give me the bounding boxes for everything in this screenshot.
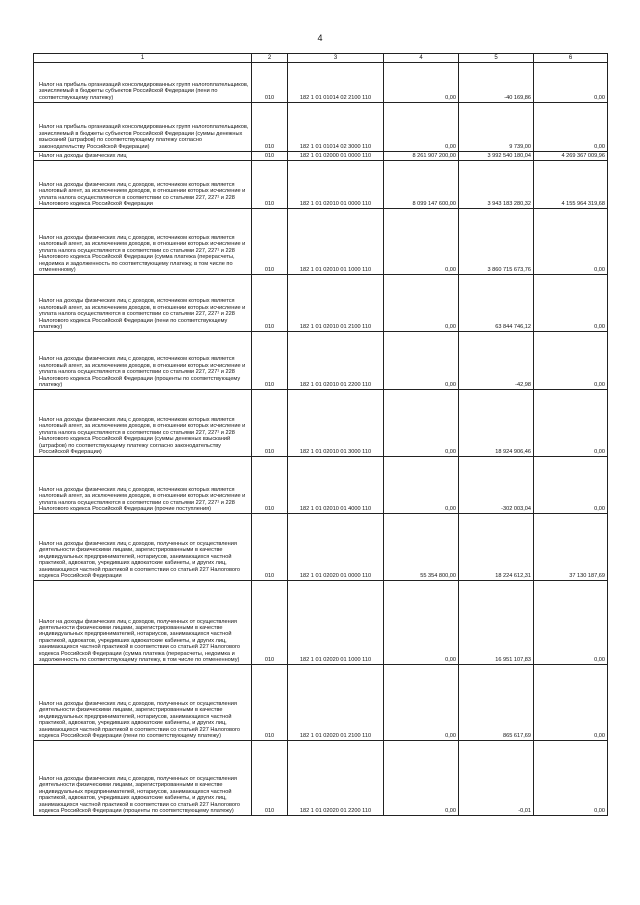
header-col-4: 4 bbox=[384, 54, 459, 63]
row-approved-amount: 0,00 bbox=[384, 665, 459, 741]
row-approved-amount: 8 261 907 200,00 bbox=[384, 152, 459, 161]
row-unexecuted-amount: 0,00 bbox=[534, 390, 608, 457]
row-name: Налог на доходы физических лиц с доходов, источником которых является налоговый агент, за исключением доходов, в отношении которых исчисление и уплата налога осуществляются в соответствии со статьями 227, 227¹ и 228 Налогового кодекса Российской Федерации (проценты по соответствующему платежу) bbox=[34, 332, 252, 390]
row-name: Налог на доходы физических лиц с доходов, источником которых является налоговый агент, за исключением доходов, в отношении которых исчисление и уплата налога осуществляются в соответствии со статьями 227, 227¹ и 228 Налогового кодекса Российской Федерации (сумма платежа (перерасчеты, недоимка и задолженность по соответствующему платежу, в том числе по отмененному) bbox=[34, 209, 252, 275]
row-name: Налог на доходы физических лиц с доходов, источником которых является налоговый агент, за исключением доходов, в отношении которых исчисление и уплата налога осуществляются в соответствии со статьями 227, 227¹ и 228 Налогового кодекса Российской Федерации (прочие поступления) bbox=[34, 457, 252, 514]
row-approved-amount: 8 099 147 600,00 bbox=[384, 161, 459, 209]
header-col-2: 2 bbox=[252, 54, 288, 63]
row-name: Налог на прибыль организаций консолидированных групп налогоплательщиков, зачисляемый в бюджеты субъектов Российской Федерации (суммы денежных взысканий (штрафов) по соответствующему платежу согласно законодательству Российской Федерации) bbox=[34, 103, 252, 152]
row-name: Налог на доходы физических лиц с доходов, источником которых является налоговый агент, за исключением доходов, в отношении которых исчисление и уплата налога осуществляются в соответствии со статьями 227, 227¹ и 228 Налогового кодекса Российской Федерации bbox=[34, 161, 252, 209]
header-col-5: 5 bbox=[459, 54, 534, 63]
row-line-code: 010 bbox=[252, 103, 288, 152]
header-col-1: 1 bbox=[34, 54, 252, 63]
row-unexecuted-amount: 4 155 964 319,68 bbox=[534, 161, 608, 209]
table-row bbox=[34, 741, 608, 816]
row-budget-code: 182 1 01 02010 01 3000 110 bbox=[288, 390, 384, 457]
row-approved-amount: 0,00 bbox=[384, 457, 459, 514]
row-executed-amount: 63 844 746,12 bbox=[459, 275, 534, 332]
row-name: Налог на доходы физических лиц с доходов, полученных от осуществления деятельности физическими лицами, зарегистрированными в качестве индивидуальных предпринимателей, нотариусов, занимающихся частной практикой, адвокатов, учредивших адвокатские кабинеты, и других лиц, занимающихся частной практикой в соответствии со статьей 227 Налогового кодекса Российской Федерации (сумма платежа (перерасчеты, недоимка и задолженность по соответствующему платежу, в том числе по отмененному) bbox=[34, 581, 252, 665]
row-budget-code: 182 1 01 02010 01 2200 110 bbox=[288, 332, 384, 390]
row-line-code: 010 bbox=[252, 581, 288, 665]
row-name: Налог на доходы физических лиц с доходов, источником которых является налоговый агент, за исключением доходов, в отношении которых исчисление и уплата налога осуществляются в соответствии со статьями 227, 227¹ и 228 Налогового кодекса Российской Федерации (пени по соответствующему платежу) bbox=[34, 275, 252, 332]
row-name: Налог на доходы физических лиц с доходов, полученных от осуществления деятельности физическими лицами, зарегистрированными в качестве индивидуальных предпринимателей, нотариусов, занимающихся частной практикой, адвокатов, учредивших адвокатские кабинеты, и других лиц, занимающихся частной практикой в соответствии со статьей 227 Налогового кодекса Российской Федерации (пени по соответствующему платежу) bbox=[34, 665, 252, 741]
row-executed-amount: -40 169,86 bbox=[459, 63, 534, 103]
row-executed-amount: 3 943 183 280,32 bbox=[459, 161, 534, 209]
row-budget-code: 182 1 01 02020 01 2200 110 bbox=[288, 741, 384, 816]
row-executed-amount: 16 951 107,83 bbox=[459, 581, 534, 665]
row-line-code: 010 bbox=[252, 665, 288, 741]
row-approved-amount: 0,00 bbox=[384, 741, 459, 816]
table-row bbox=[34, 514, 608, 581]
row-budget-code: 182 1 01 02010 01 4000 110 bbox=[288, 457, 384, 514]
table-row bbox=[34, 161, 608, 209]
row-line-code: 010 bbox=[252, 332, 288, 390]
row-unexecuted-amount: 0,00 bbox=[534, 209, 608, 275]
row-budget-code: 182 1 01 02000 01 0000 110 bbox=[288, 152, 384, 161]
row-name: Налог на доходы физических лиц с доходов, источником которых является налоговый агент, за исключением доходов, в отношении которых исчисление и уплата налога осуществляются в соответствии со статьями 227, 227¹ и 228 Налогового кодекса Российской Федерации (суммы денежных взысканий (штрафов) по соответствующему платежу согласно законодательству Российской Федерации) bbox=[34, 390, 252, 457]
row-unexecuted-amount: 0,00 bbox=[534, 665, 608, 741]
row-executed-amount: 18 224 612,31 bbox=[459, 514, 534, 581]
row-unexecuted-amount: 0,00 bbox=[534, 581, 608, 665]
row-line-code: 010 bbox=[252, 390, 288, 457]
row-line-code: 010 bbox=[252, 63, 288, 103]
row-approved-amount: 0,00 bbox=[384, 390, 459, 457]
header-col-6: 6 bbox=[534, 54, 608, 63]
row-name: Налог на прибыль организаций консолидированных групп налогоплательщиков, зачисляемый в бюджеты субъектов Российской Федерации (пени по соответствующему платежу) bbox=[34, 63, 252, 103]
row-budget-code: 182 1 01 02010 01 0000 110 bbox=[288, 161, 384, 209]
table-header-row bbox=[34, 54, 608, 63]
header-col-3: 3 bbox=[288, 54, 384, 63]
table-row bbox=[34, 103, 608, 152]
row-approved-amount: 0,00 bbox=[384, 275, 459, 332]
row-line-code: 010 bbox=[252, 161, 288, 209]
row-unexecuted-amount: 0,00 bbox=[534, 741, 608, 816]
table-row bbox=[34, 581, 608, 665]
row-executed-amount: 3 992 540 180,04 bbox=[459, 152, 534, 161]
row-unexecuted-amount: 0,00 bbox=[534, 457, 608, 514]
row-budget-code: 182 1 01 02020 01 1000 110 bbox=[288, 581, 384, 665]
table-row bbox=[34, 275, 608, 332]
row-name: Налог на доходы физических лиц с доходов, полученных от осуществления деятельности физическими лицами, зарегистрированными в качестве индивидуальных предпринимателей, нотариусов, занимающихся частной практикой, адвокатов, учредивших адвокатские кабинеты, и других лиц, занимающихся частной практикой в соответствии со статьей 227 Налогового кодекса Российской Федерации (проценты по соответствующему платежу) bbox=[34, 741, 252, 816]
row-line-code: 010 bbox=[252, 514, 288, 581]
row-unexecuted-amount: 4 269 367 009,96 bbox=[534, 152, 608, 161]
row-executed-amount: -0,01 bbox=[459, 741, 534, 816]
row-unexecuted-amount: 37 130 187,69 bbox=[534, 514, 608, 581]
table-row bbox=[34, 152, 608, 161]
row-name: Налог на доходы физических лиц bbox=[34, 152, 252, 161]
row-line-code: 010 bbox=[252, 741, 288, 816]
row-unexecuted-amount: 0,00 bbox=[534, 332, 608, 390]
table-row bbox=[34, 63, 608, 103]
row-executed-amount: 865 617,69 bbox=[459, 665, 534, 741]
table-row bbox=[34, 332, 608, 390]
row-executed-amount: 18 924 906,46 bbox=[459, 390, 534, 457]
page-number: 4 bbox=[317, 33, 323, 43]
row-line-code: 010 bbox=[252, 152, 288, 161]
row-line-code: 010 bbox=[252, 209, 288, 275]
budget-report-table bbox=[33, 53, 608, 816]
row-budget-code: 182 1 01 02010 01 2100 110 bbox=[288, 275, 384, 332]
row-unexecuted-amount: 0,00 bbox=[534, 63, 608, 103]
row-unexecuted-amount: 0,00 bbox=[534, 275, 608, 332]
row-approved-amount: 0,00 bbox=[384, 209, 459, 275]
row-executed-amount: 3 860 715 673,76 bbox=[459, 209, 534, 275]
table-row bbox=[34, 390, 608, 457]
row-executed-amount: 9 739,00 bbox=[459, 103, 534, 152]
row-budget-code: 182 1 01 01014 02 2100 110 bbox=[288, 63, 384, 103]
row-executed-amount: -42,98 bbox=[459, 332, 534, 390]
table-row bbox=[34, 665, 608, 741]
row-budget-code: 182 1 01 02020 01 2100 110 bbox=[288, 665, 384, 741]
row-approved-amount: 0,00 bbox=[384, 332, 459, 390]
row-executed-amount: -302 003,04 bbox=[459, 457, 534, 514]
row-line-code: 010 bbox=[252, 457, 288, 514]
row-approved-amount: 0,00 bbox=[384, 63, 459, 103]
table-row bbox=[34, 457, 608, 514]
row-budget-code: 182 1 01 02020 01 0000 110 bbox=[288, 514, 384, 581]
row-approved-amount: 0,00 bbox=[384, 581, 459, 665]
row-approved-amount: 55 354 800,00 bbox=[384, 514, 459, 581]
row-unexecuted-amount: 0,00 bbox=[534, 103, 608, 152]
row-budget-code: 182 1 01 01014 02 3000 110 bbox=[288, 103, 384, 152]
row-line-code: 010 bbox=[252, 275, 288, 332]
row-approved-amount: 0,00 bbox=[384, 103, 459, 152]
table-row bbox=[34, 209, 608, 275]
row-name: Налог на доходы физических лиц с доходов, полученных от осуществления деятельности физическими лицами, зарегистрированными в качестве индивидуальных предпринимателей, нотариусов, занимающихся частной практикой, адвокатов, учредивших адвокатские кабинеты, и других лиц, занимающихся частной практикой в соответствии со статьей 227 Налогового кодекса Российской Федерации bbox=[34, 514, 252, 581]
row-budget-code: 182 1 01 02010 01 1000 110 bbox=[288, 209, 384, 275]
